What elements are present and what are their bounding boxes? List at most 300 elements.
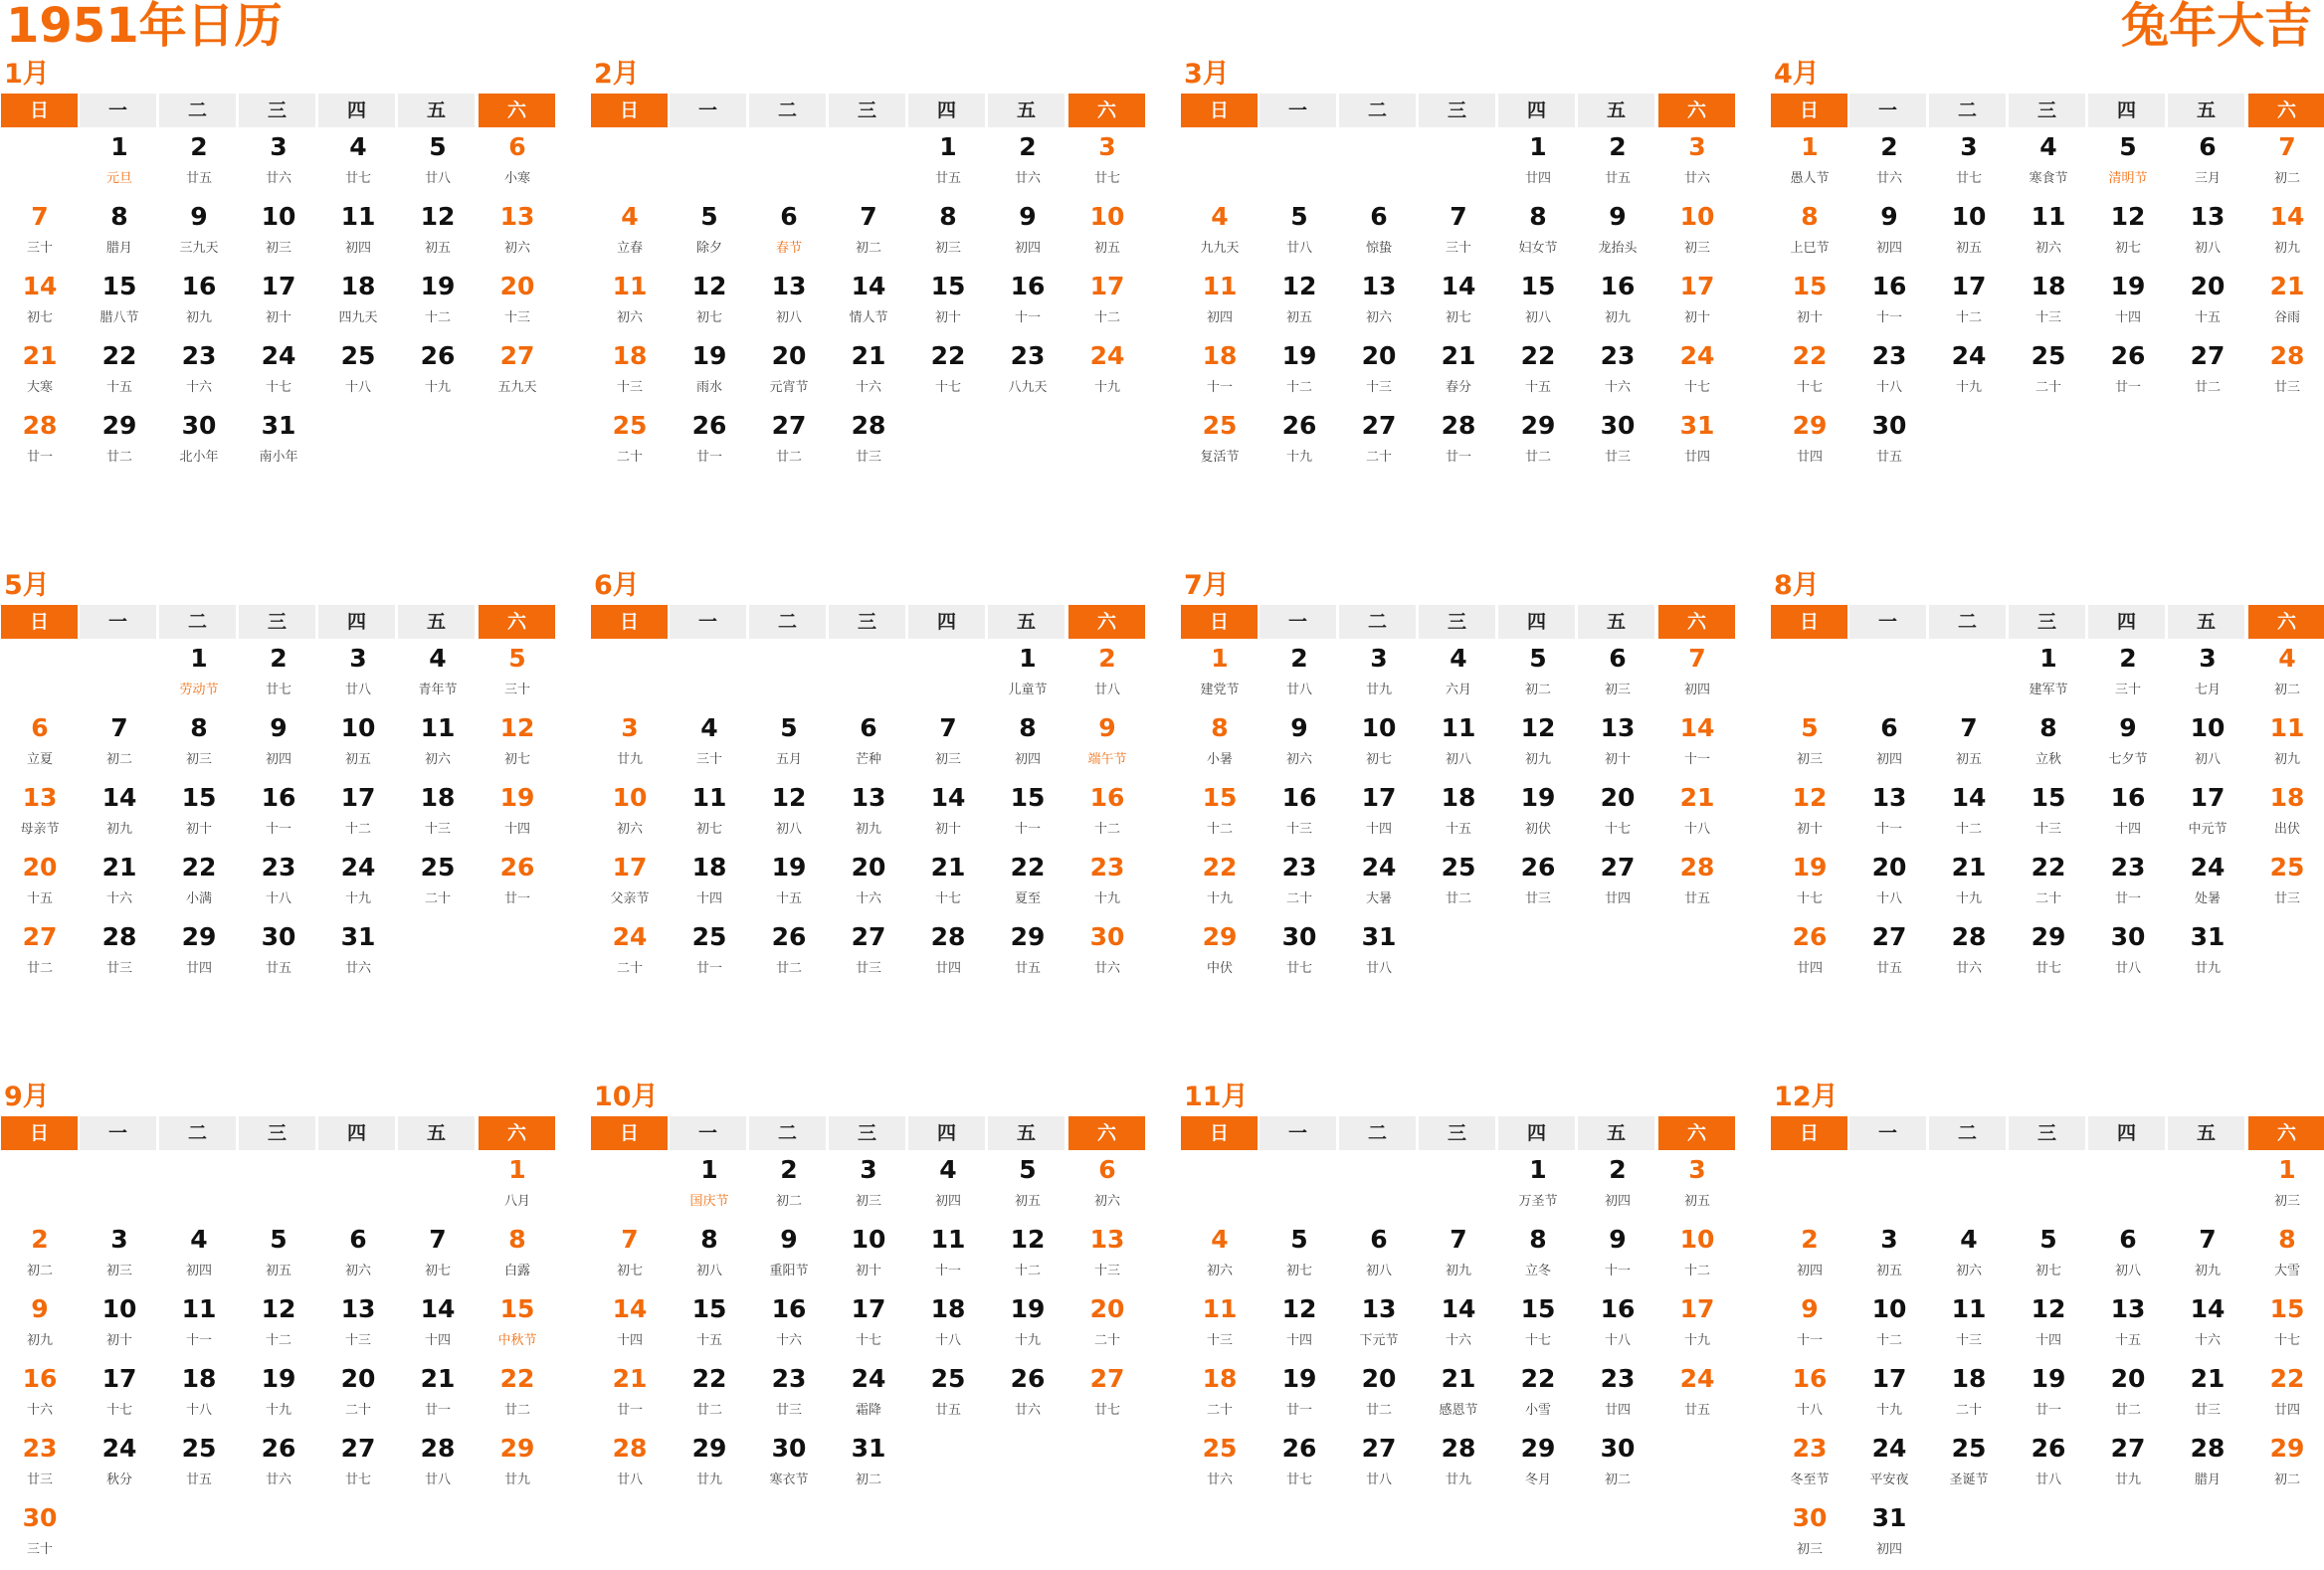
day-cell[interactable] bbox=[1259, 641, 1339, 710]
day-cell[interactable] bbox=[1770, 850, 1849, 919]
day-cell[interactable] bbox=[318, 850, 398, 919]
day-cell[interactable] bbox=[318, 780, 398, 850]
day-cell[interactable] bbox=[1339, 1431, 1419, 1500]
day-cell[interactable] bbox=[0, 269, 80, 338]
day-cell[interactable] bbox=[1498, 129, 1578, 199]
day-cell[interactable] bbox=[829, 1152, 908, 1222]
day-cell[interactable] bbox=[749, 338, 829, 408]
day-cell[interactable] bbox=[1657, 269, 1737, 338]
day-cell[interactable] bbox=[2168, 129, 2247, 199]
day-cell[interactable] bbox=[1770, 269, 1849, 338]
day-cell[interactable] bbox=[749, 780, 829, 850]
day-cell[interactable] bbox=[80, 269, 159, 338]
day-cell[interactable] bbox=[80, 850, 159, 919]
day-cell[interactable] bbox=[1259, 780, 1339, 850]
day-cell[interactable] bbox=[1657, 199, 1737, 269]
day-cell[interactable] bbox=[670, 199, 749, 269]
day-cell[interactable] bbox=[1578, 710, 1657, 780]
day-cell[interactable] bbox=[749, 919, 829, 989]
day-cell[interactable] bbox=[1259, 269, 1339, 338]
day-cell[interactable] bbox=[2247, 1152, 2324, 1222]
day-cell[interactable] bbox=[1578, 199, 1657, 269]
day-cell[interactable] bbox=[1419, 1361, 1498, 1431]
day-cell[interactable] bbox=[670, 1152, 749, 1222]
day-cell[interactable] bbox=[1180, 269, 1259, 338]
day-cell[interactable] bbox=[1067, 1361, 1147, 1431]
day-cell[interactable] bbox=[159, 129, 239, 199]
day-cell[interactable] bbox=[670, 919, 749, 989]
day-cell[interactable] bbox=[2168, 269, 2247, 338]
day-cell[interactable] bbox=[1849, 710, 1929, 780]
day-cell[interactable] bbox=[1578, 780, 1657, 850]
day-cell[interactable] bbox=[159, 780, 239, 850]
day-cell[interactable] bbox=[670, 1222, 749, 1291]
day-cell[interactable] bbox=[80, 129, 159, 199]
day-cell[interactable] bbox=[1339, 269, 1419, 338]
day-cell[interactable] bbox=[590, 850, 670, 919]
day-cell[interactable] bbox=[2168, 710, 2247, 780]
day-cell[interactable] bbox=[1849, 1431, 1929, 1500]
day-cell[interactable] bbox=[1929, 919, 2009, 989]
day-cell[interactable] bbox=[1067, 710, 1147, 780]
day-cell[interactable] bbox=[318, 1361, 398, 1431]
day-cell[interactable] bbox=[2088, 338, 2168, 408]
day-cell[interactable] bbox=[749, 1361, 829, 1431]
day-cell[interactable] bbox=[2168, 780, 2247, 850]
day-cell[interactable] bbox=[478, 1361, 557, 1431]
day-cell[interactable] bbox=[1770, 129, 1849, 199]
day-cell[interactable] bbox=[749, 1222, 829, 1291]
day-cell[interactable] bbox=[1339, 850, 1419, 919]
day-cell[interactable] bbox=[2247, 641, 2324, 710]
day-cell[interactable] bbox=[829, 710, 908, 780]
day-cell[interactable] bbox=[590, 408, 670, 478]
day-cell[interactable] bbox=[2009, 269, 2088, 338]
day-cell[interactable] bbox=[2009, 919, 2088, 989]
day-cell[interactable] bbox=[0, 850, 80, 919]
day-cell[interactable] bbox=[670, 850, 749, 919]
day-cell[interactable] bbox=[2088, 1431, 2168, 1500]
day-cell[interactable] bbox=[1419, 1431, 1498, 1500]
day-cell[interactable] bbox=[1067, 269, 1147, 338]
day-cell[interactable] bbox=[749, 850, 829, 919]
day-cell[interactable] bbox=[318, 1291, 398, 1361]
day-cell[interactable] bbox=[1339, 408, 1419, 478]
day-cell[interactable] bbox=[908, 338, 988, 408]
day-cell[interactable] bbox=[318, 641, 398, 710]
day-cell[interactable] bbox=[398, 338, 478, 408]
day-cell[interactable] bbox=[159, 1291, 239, 1361]
day-cell[interactable] bbox=[1419, 1222, 1498, 1291]
day-cell[interactable] bbox=[1578, 408, 1657, 478]
day-cell[interactable] bbox=[1259, 710, 1339, 780]
day-cell[interactable] bbox=[1770, 780, 1849, 850]
day-cell[interactable] bbox=[1657, 850, 1737, 919]
day-cell[interactable] bbox=[1849, 408, 1929, 478]
day-cell[interactable] bbox=[1259, 199, 1339, 269]
day-cell[interactable] bbox=[1180, 1222, 1259, 1291]
day-cell[interactable] bbox=[80, 408, 159, 478]
day-cell[interactable] bbox=[988, 919, 1067, 989]
day-cell[interactable] bbox=[1180, 199, 1259, 269]
day-cell[interactable] bbox=[1578, 129, 1657, 199]
day-cell[interactable] bbox=[1849, 129, 1929, 199]
day-cell[interactable] bbox=[0, 780, 80, 850]
day-cell[interactable] bbox=[2009, 1222, 2088, 1291]
day-cell[interactable] bbox=[1578, 338, 1657, 408]
day-cell[interactable] bbox=[0, 1222, 80, 1291]
day-cell[interactable] bbox=[1770, 1361, 1849, 1431]
day-cell[interactable] bbox=[1929, 1222, 2009, 1291]
day-cell[interactable] bbox=[1657, 408, 1737, 478]
day-cell[interactable] bbox=[829, 919, 908, 989]
day-cell[interactable] bbox=[670, 269, 749, 338]
day-cell[interactable] bbox=[1498, 1222, 1578, 1291]
day-cell[interactable] bbox=[159, 1361, 239, 1431]
day-cell[interactable] bbox=[1339, 199, 1419, 269]
day-cell[interactable] bbox=[749, 1431, 829, 1500]
day-cell[interactable] bbox=[159, 199, 239, 269]
day-cell[interactable] bbox=[1259, 1222, 1339, 1291]
day-cell[interactable] bbox=[1339, 1222, 1419, 1291]
day-cell[interactable] bbox=[1849, 919, 1929, 989]
day-cell[interactable] bbox=[1498, 1431, 1578, 1500]
day-cell[interactable] bbox=[1419, 408, 1498, 478]
day-cell[interactable] bbox=[1180, 780, 1259, 850]
day-cell[interactable] bbox=[590, 1431, 670, 1500]
day-cell[interactable] bbox=[2168, 1222, 2247, 1291]
day-cell[interactable] bbox=[80, 919, 159, 989]
day-cell[interactable] bbox=[0, 408, 80, 478]
day-cell[interactable] bbox=[1259, 1291, 1339, 1361]
day-cell[interactable] bbox=[908, 269, 988, 338]
day-cell[interactable] bbox=[1067, 780, 1147, 850]
day-cell[interactable] bbox=[2009, 199, 2088, 269]
day-cell[interactable] bbox=[0, 710, 80, 780]
day-cell[interactable] bbox=[590, 1291, 670, 1361]
day-cell[interactable] bbox=[1339, 641, 1419, 710]
day-cell[interactable] bbox=[2168, 1291, 2247, 1361]
day-cell[interactable] bbox=[159, 641, 239, 710]
day-cell[interactable] bbox=[2009, 1291, 2088, 1361]
day-cell[interactable] bbox=[988, 269, 1067, 338]
day-cell[interactable] bbox=[398, 780, 478, 850]
day-cell[interactable] bbox=[670, 338, 749, 408]
day-cell[interactable] bbox=[1657, 129, 1737, 199]
day-cell[interactable] bbox=[239, 710, 318, 780]
day-cell[interactable] bbox=[1067, 1222, 1147, 1291]
day-cell[interactable] bbox=[1419, 1291, 1498, 1361]
day-cell[interactable] bbox=[1578, 269, 1657, 338]
day-cell[interactable] bbox=[1770, 199, 1849, 269]
day-cell[interactable] bbox=[80, 1361, 159, 1431]
day-cell[interactable] bbox=[478, 1431, 557, 1500]
day-cell[interactable] bbox=[670, 1291, 749, 1361]
day-cell[interactable] bbox=[590, 269, 670, 338]
day-cell[interactable] bbox=[398, 129, 478, 199]
day-cell[interactable] bbox=[1770, 919, 1849, 989]
day-cell[interactable] bbox=[2247, 1361, 2324, 1431]
day-cell[interactable] bbox=[1578, 1222, 1657, 1291]
day-cell[interactable] bbox=[1657, 1361, 1737, 1431]
day-cell[interactable] bbox=[1498, 408, 1578, 478]
day-cell[interactable] bbox=[749, 269, 829, 338]
day-cell[interactable] bbox=[239, 1431, 318, 1500]
day-cell[interactable] bbox=[829, 338, 908, 408]
day-cell[interactable] bbox=[1419, 269, 1498, 338]
day-cell[interactable] bbox=[1578, 850, 1657, 919]
day-cell[interactable] bbox=[829, 1431, 908, 1500]
day-cell[interactable] bbox=[2088, 710, 2168, 780]
day-cell[interactable] bbox=[2247, 1431, 2324, 1500]
day-cell[interactable] bbox=[239, 408, 318, 478]
day-cell[interactable] bbox=[1498, 641, 1578, 710]
day-cell[interactable] bbox=[159, 1222, 239, 1291]
day-cell[interactable] bbox=[159, 919, 239, 989]
day-cell[interactable] bbox=[1180, 408, 1259, 478]
day-cell[interactable] bbox=[2247, 199, 2324, 269]
day-cell[interactable] bbox=[1259, 919, 1339, 989]
day-cell[interactable] bbox=[0, 919, 80, 989]
day-cell[interactable] bbox=[1259, 338, 1339, 408]
day-cell[interactable] bbox=[398, 199, 478, 269]
day-cell[interactable] bbox=[478, 850, 557, 919]
day-cell[interactable] bbox=[829, 408, 908, 478]
day-cell[interactable] bbox=[1929, 338, 2009, 408]
day-cell[interactable] bbox=[1419, 710, 1498, 780]
day-cell[interactable] bbox=[1657, 710, 1737, 780]
day-cell[interactable] bbox=[2088, 780, 2168, 850]
day-cell[interactable] bbox=[1067, 338, 1147, 408]
day-cell[interactable] bbox=[1770, 1500, 1849, 1570]
day-cell[interactable] bbox=[159, 408, 239, 478]
day-cell[interactable] bbox=[478, 269, 557, 338]
day-cell[interactable] bbox=[1498, 1361, 1578, 1431]
day-cell[interactable] bbox=[2247, 1291, 2324, 1361]
day-cell[interactable] bbox=[1180, 850, 1259, 919]
day-cell[interactable] bbox=[988, 641, 1067, 710]
day-cell[interactable] bbox=[239, 269, 318, 338]
day-cell[interactable] bbox=[2168, 338, 2247, 408]
day-cell[interactable] bbox=[2009, 338, 2088, 408]
day-cell[interactable] bbox=[1067, 199, 1147, 269]
day-cell[interactable] bbox=[239, 641, 318, 710]
day-cell[interactable] bbox=[988, 780, 1067, 850]
day-cell[interactable] bbox=[1770, 710, 1849, 780]
day-cell[interactable] bbox=[1067, 919, 1147, 989]
day-cell[interactable] bbox=[2088, 199, 2168, 269]
day-cell[interactable] bbox=[1180, 1291, 1259, 1361]
day-cell[interactable] bbox=[1657, 338, 1737, 408]
day-cell[interactable] bbox=[398, 641, 478, 710]
day-cell[interactable] bbox=[1929, 1291, 2009, 1361]
day-cell[interactable] bbox=[0, 338, 80, 408]
day-cell[interactable] bbox=[478, 1222, 557, 1291]
day-cell[interactable] bbox=[1849, 780, 1929, 850]
day-cell[interactable] bbox=[239, 1361, 318, 1431]
day-cell[interactable] bbox=[1259, 850, 1339, 919]
day-cell[interactable] bbox=[1067, 1152, 1147, 1222]
day-cell[interactable] bbox=[908, 710, 988, 780]
day-cell[interactable] bbox=[80, 710, 159, 780]
day-cell[interactable] bbox=[1849, 1222, 1929, 1291]
day-cell[interactable] bbox=[239, 780, 318, 850]
day-cell[interactable] bbox=[2088, 1361, 2168, 1431]
day-cell[interactable] bbox=[478, 338, 557, 408]
day-cell[interactable] bbox=[590, 338, 670, 408]
day-cell[interactable] bbox=[2009, 850, 2088, 919]
day-cell[interactable] bbox=[478, 1152, 557, 1222]
day-cell[interactable] bbox=[2247, 1222, 2324, 1291]
day-cell[interactable] bbox=[1180, 710, 1259, 780]
day-cell[interactable] bbox=[590, 780, 670, 850]
day-cell[interactable] bbox=[398, 1431, 478, 1500]
day-cell[interactable] bbox=[2088, 641, 2168, 710]
day-cell[interactable] bbox=[0, 1361, 80, 1431]
day-cell[interactable] bbox=[988, 129, 1067, 199]
day-cell[interactable] bbox=[478, 1291, 557, 1361]
day-cell[interactable] bbox=[1498, 199, 1578, 269]
day-cell[interactable] bbox=[1067, 1291, 1147, 1361]
day-cell[interactable] bbox=[2088, 269, 2168, 338]
day-cell[interactable] bbox=[749, 710, 829, 780]
day-cell[interactable] bbox=[1498, 338, 1578, 408]
day-cell[interactable] bbox=[1498, 1152, 1578, 1222]
day-cell[interactable] bbox=[1498, 850, 1578, 919]
day-cell[interactable] bbox=[749, 1291, 829, 1361]
day-cell[interactable] bbox=[2247, 129, 2324, 199]
day-cell[interactable] bbox=[2168, 850, 2247, 919]
day-cell[interactable] bbox=[2009, 1431, 2088, 1500]
day-cell[interactable] bbox=[1259, 408, 1339, 478]
day-cell[interactable] bbox=[908, 850, 988, 919]
day-cell[interactable] bbox=[1339, 780, 1419, 850]
day-cell[interactable] bbox=[239, 1222, 318, 1291]
day-cell[interactable] bbox=[2168, 1431, 2247, 1500]
day-cell[interactable] bbox=[1339, 338, 1419, 408]
day-cell[interactable] bbox=[1067, 850, 1147, 919]
day-cell[interactable] bbox=[2247, 780, 2324, 850]
day-cell[interactable] bbox=[2247, 710, 2324, 780]
day-cell[interactable] bbox=[2247, 338, 2324, 408]
day-cell[interactable] bbox=[1849, 269, 1929, 338]
day-cell[interactable] bbox=[1498, 710, 1578, 780]
day-cell[interactable] bbox=[398, 850, 478, 919]
day-cell[interactable] bbox=[908, 199, 988, 269]
day-cell[interactable] bbox=[80, 1431, 159, 1500]
day-cell[interactable] bbox=[1180, 1431, 1259, 1500]
day-cell[interactable] bbox=[829, 269, 908, 338]
day-cell[interactable] bbox=[1849, 1361, 1929, 1431]
day-cell[interactable] bbox=[398, 1291, 478, 1361]
day-cell[interactable] bbox=[2088, 129, 2168, 199]
day-cell[interactable] bbox=[829, 1361, 908, 1431]
day-cell[interactable] bbox=[988, 1222, 1067, 1291]
day-cell[interactable] bbox=[398, 710, 478, 780]
day-cell[interactable] bbox=[239, 919, 318, 989]
day-cell[interactable] bbox=[1180, 338, 1259, 408]
day-cell[interactable] bbox=[2088, 1222, 2168, 1291]
day-cell[interactable] bbox=[829, 1222, 908, 1291]
day-cell[interactable] bbox=[988, 1152, 1067, 1222]
day-cell[interactable] bbox=[1657, 641, 1737, 710]
day-cell[interactable] bbox=[1770, 338, 1849, 408]
day-cell[interactable] bbox=[2168, 641, 2247, 710]
day-cell[interactable] bbox=[2009, 641, 2088, 710]
day-cell[interactable] bbox=[1339, 710, 1419, 780]
day-cell[interactable] bbox=[1578, 1152, 1657, 1222]
day-cell[interactable] bbox=[2009, 1361, 2088, 1431]
day-cell[interactable] bbox=[398, 1361, 478, 1431]
day-cell[interactable] bbox=[478, 780, 557, 850]
day-cell[interactable] bbox=[1067, 641, 1147, 710]
day-cell[interactable] bbox=[1770, 408, 1849, 478]
day-cell[interactable] bbox=[1849, 338, 1929, 408]
day-cell[interactable] bbox=[1849, 1291, 1929, 1361]
day-cell[interactable] bbox=[988, 850, 1067, 919]
day-cell[interactable] bbox=[0, 1431, 80, 1500]
day-cell[interactable] bbox=[1259, 1431, 1339, 1500]
day-cell[interactable] bbox=[670, 408, 749, 478]
day-cell[interactable] bbox=[1849, 199, 1929, 269]
day-cell[interactable] bbox=[749, 408, 829, 478]
day-cell[interactable] bbox=[80, 1291, 159, 1361]
day-cell[interactable] bbox=[1929, 710, 2009, 780]
day-cell[interactable] bbox=[159, 338, 239, 408]
day-cell[interactable] bbox=[159, 269, 239, 338]
day-cell[interactable] bbox=[2168, 199, 2247, 269]
day-cell[interactable] bbox=[1770, 1431, 1849, 1500]
day-cell[interactable] bbox=[2009, 780, 2088, 850]
day-cell[interactable] bbox=[2247, 269, 2324, 338]
day-cell[interactable] bbox=[1419, 199, 1498, 269]
day-cell[interactable] bbox=[1180, 919, 1259, 989]
day-cell[interactable] bbox=[908, 1291, 988, 1361]
day-cell[interactable] bbox=[318, 199, 398, 269]
day-cell[interactable] bbox=[318, 338, 398, 408]
day-cell[interactable] bbox=[1657, 1152, 1737, 1222]
day-cell[interactable] bbox=[80, 1222, 159, 1291]
day-cell[interactable] bbox=[1770, 1222, 1849, 1291]
day-cell[interactable] bbox=[1578, 1431, 1657, 1500]
day-cell[interactable] bbox=[670, 780, 749, 850]
day-cell[interactable] bbox=[908, 919, 988, 989]
day-cell[interactable] bbox=[590, 710, 670, 780]
day-cell[interactable] bbox=[318, 710, 398, 780]
day-cell[interactable] bbox=[908, 1152, 988, 1222]
day-cell[interactable] bbox=[1498, 1291, 1578, 1361]
day-cell[interactable] bbox=[1770, 1291, 1849, 1361]
day-cell[interactable] bbox=[2168, 1361, 2247, 1431]
day-cell[interactable] bbox=[829, 780, 908, 850]
day-cell[interactable] bbox=[159, 850, 239, 919]
day-cell[interactable] bbox=[1929, 1431, 2009, 1500]
day-cell[interactable] bbox=[239, 850, 318, 919]
day-cell[interactable] bbox=[0, 199, 80, 269]
day-cell[interactable] bbox=[1657, 1222, 1737, 1291]
day-cell[interactable] bbox=[670, 1431, 749, 1500]
day-cell[interactable] bbox=[239, 1291, 318, 1361]
day-cell[interactable] bbox=[1067, 129, 1147, 199]
day-cell[interactable] bbox=[749, 199, 829, 269]
day-cell[interactable] bbox=[1929, 269, 2009, 338]
day-cell[interactable] bbox=[1180, 1361, 1259, 1431]
day-cell[interactable] bbox=[1929, 1361, 2009, 1431]
day-cell[interactable] bbox=[590, 1222, 670, 1291]
day-cell[interactable] bbox=[2088, 1291, 2168, 1361]
day-cell[interactable] bbox=[1419, 850, 1498, 919]
day-cell[interactable] bbox=[1339, 1361, 1419, 1431]
